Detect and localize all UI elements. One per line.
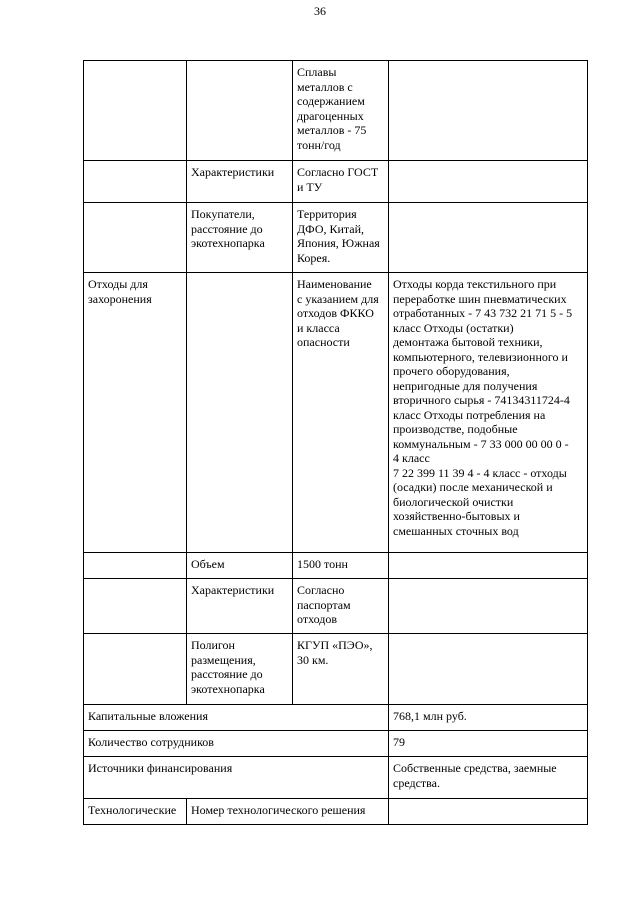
table-cell: Собственные средства, заемные средства. bbox=[389, 757, 588, 799]
table-cell bbox=[389, 553, 588, 579]
table-row bbox=[84, 161, 588, 203]
table-cell: 768,1 млн руб. bbox=[389, 705, 588, 731]
table-cell bbox=[187, 61, 293, 161]
table-cell bbox=[389, 799, 588, 825]
table-cell: Полигон размещения, расстояние до экотехнопарка bbox=[187, 634, 293, 705]
table-row bbox=[84, 61, 588, 161]
table-row bbox=[84, 273, 588, 553]
table-cell bbox=[84, 634, 187, 705]
table-cell: Согласно ГОСТ и ТУ bbox=[293, 161, 389, 203]
table-cell: Источники финансирования bbox=[84, 757, 389, 799]
table-cell: Территория ДФО, Китай, Япония, Южная Корея. bbox=[293, 203, 389, 273]
table-cell: Отходы корда текстильного при переработке шин пневматических отработанных - 7 43 732 21 71 5 - 5 класс Отходы (остатки) демонтажа бытовой техники, компьютерного, телевизионного и прочего оборудования, непригодные для получения вторичного сырья - 74134311724-4 класс Отходы потребления на производстве, подобные коммунальным - 7 33 000 00 00 0 - 4 класс 7 22 399 11 39 4 - 4 класс - отходы (осадки) после механической и биологической очистки хозяйственно-бытовых и смешанных сточных вод bbox=[389, 273, 588, 553]
table-cell: 1500 тонн bbox=[293, 553, 389, 579]
table-cell bbox=[187, 273, 293, 553]
table-cell bbox=[84, 579, 187, 634]
table-cell: Покупатели, расстояние до экотехнопарка bbox=[187, 203, 293, 273]
table-cell bbox=[389, 61, 588, 161]
table-cell: 79 bbox=[389, 731, 588, 757]
table-cell bbox=[389, 203, 588, 273]
table-cell: Объем bbox=[187, 553, 293, 579]
table-cell: Номер технологического решения bbox=[187, 799, 389, 825]
table-row bbox=[84, 203, 588, 273]
table-cell bbox=[389, 579, 588, 634]
table-cell: Количество сотрудников bbox=[84, 731, 389, 757]
table-row bbox=[84, 553, 588, 579]
table-row bbox=[84, 579, 588, 634]
document-table bbox=[83, 60, 588, 825]
table-cell: КГУП «ПЭО», 30 км. bbox=[293, 634, 389, 705]
table-cell: Отходы для захоронения bbox=[84, 273, 187, 553]
table-cell: Сплавы металлов с содержанием драгоценных металлов - 75 тонн/год bbox=[293, 61, 389, 161]
table-row bbox=[84, 705, 588, 731]
table-cell bbox=[84, 553, 187, 579]
table-cell: Характеристики bbox=[187, 161, 293, 203]
table-row bbox=[84, 799, 588, 825]
table-cell: Капитальные вложения bbox=[84, 705, 389, 731]
table-row bbox=[84, 731, 588, 757]
page-number: 36 bbox=[314, 4, 326, 18]
table-cell bbox=[84, 203, 187, 273]
table-cell bbox=[389, 634, 588, 705]
table-cell: Технологические bbox=[84, 799, 187, 825]
table-row bbox=[84, 634, 588, 705]
table-cell: Характеристики bbox=[187, 579, 293, 634]
table-cell: Наименование с указанием для отходов ФККО и класса опасности bbox=[293, 273, 389, 553]
table-cell bbox=[389, 161, 588, 203]
table-row bbox=[84, 757, 588, 799]
table-cell bbox=[84, 61, 187, 161]
table-cell bbox=[84, 161, 187, 203]
table-cell: Согласно паспортам отходов bbox=[293, 579, 389, 634]
